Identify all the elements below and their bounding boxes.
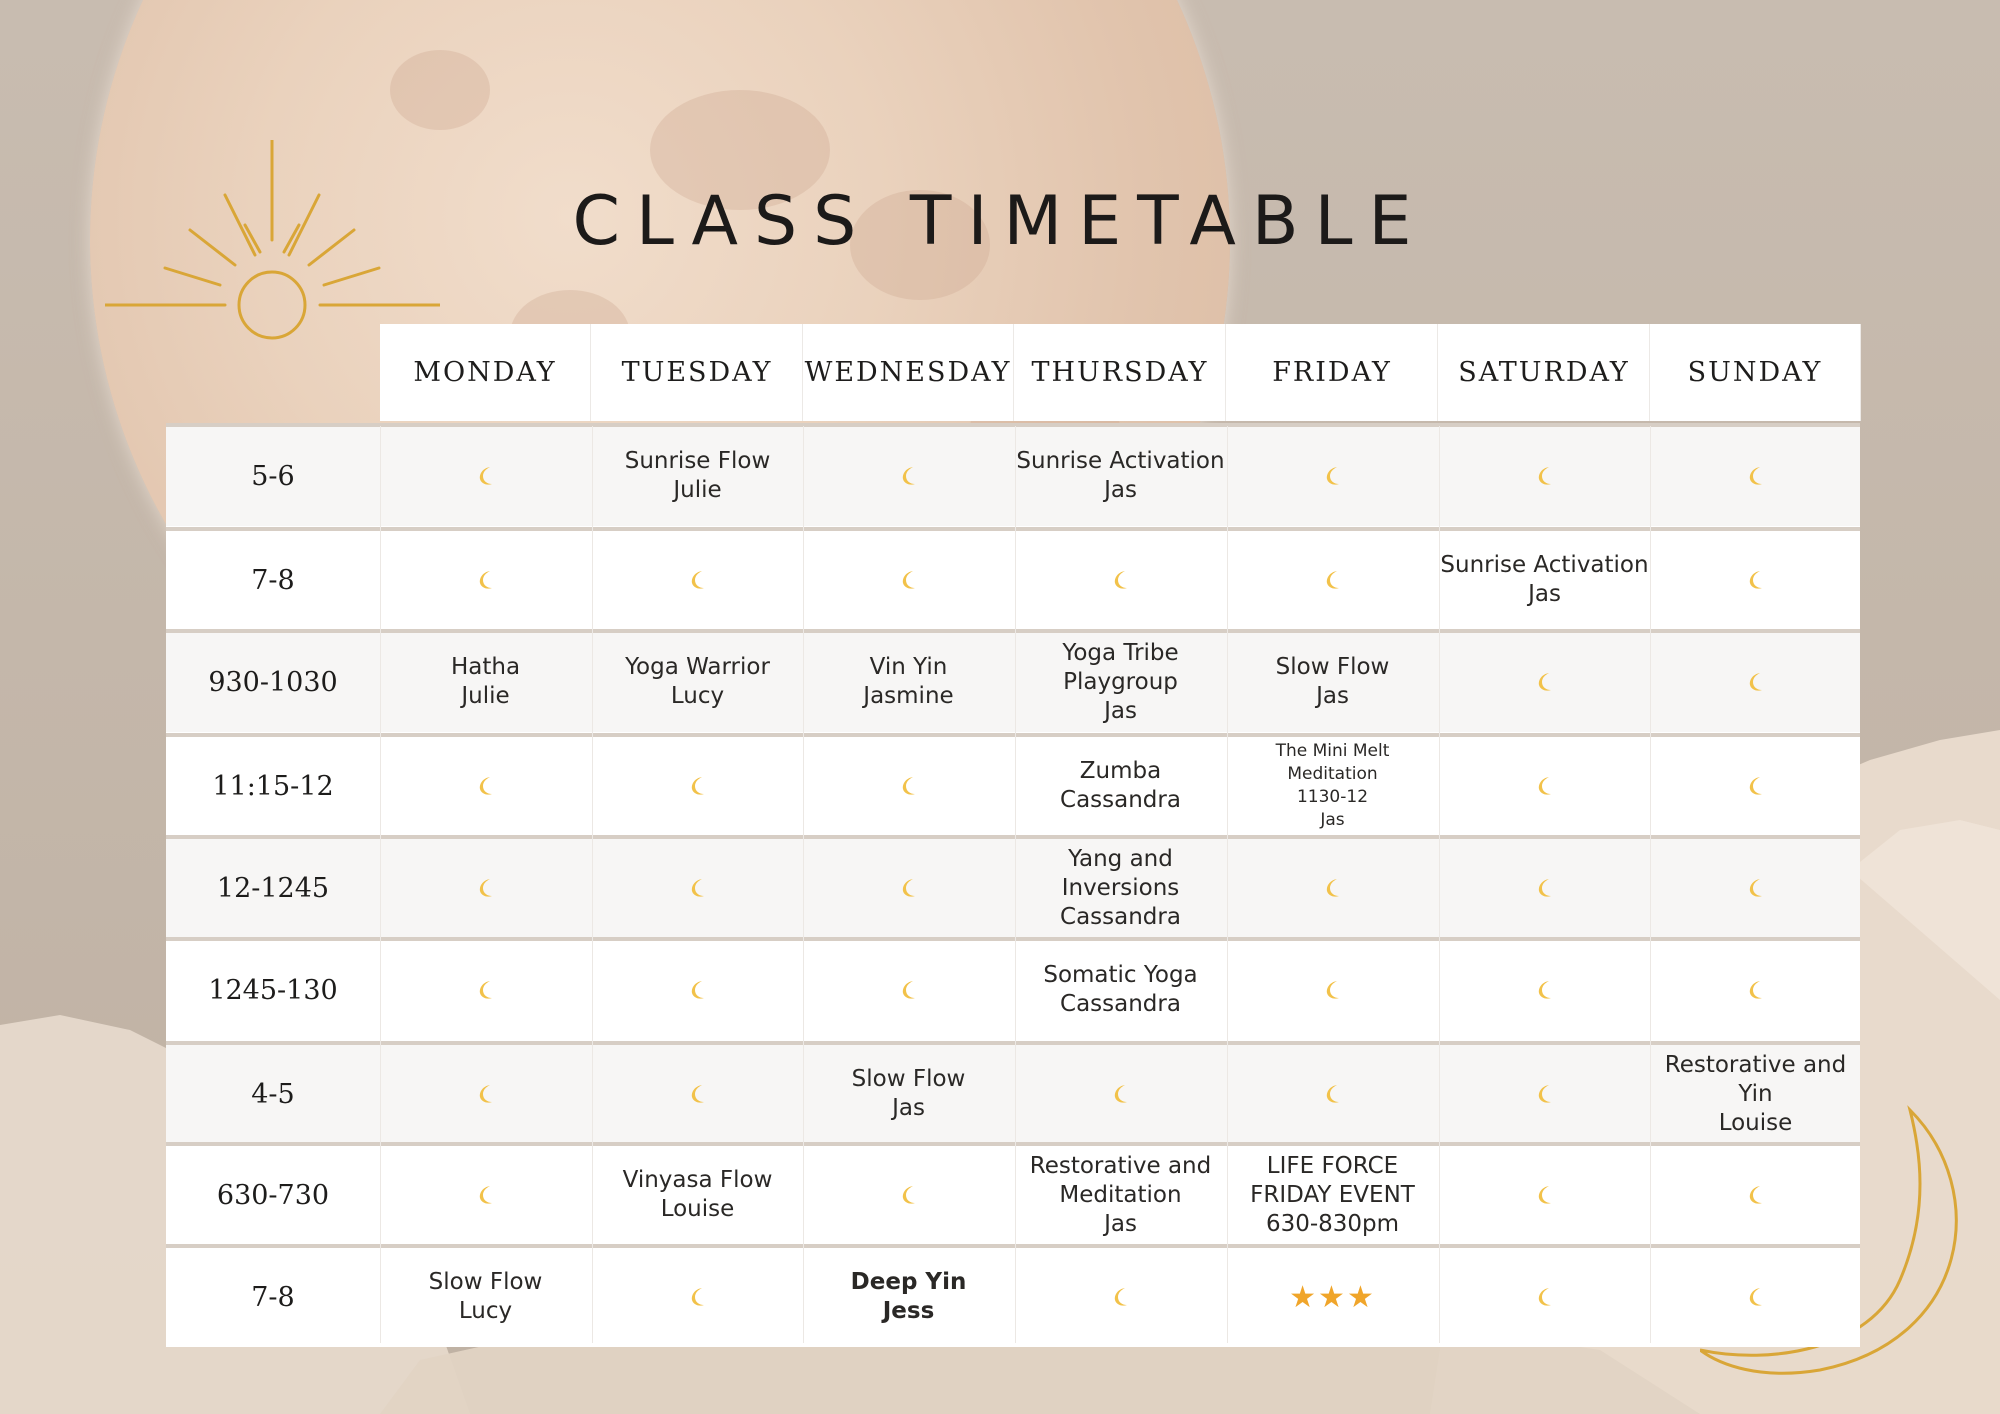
- crescent-moon-icon: [1533, 978, 1557, 1002]
- crescent-moon-icon: [474, 1183, 498, 1207]
- crescent-moon-icon: [1744, 978, 1768, 1002]
- crescent-moon-icon: [897, 464, 921, 488]
- crescent-moon-icon: [897, 774, 921, 798]
- empty-slot: [1650, 426, 1861, 526]
- empty-slot: [592, 736, 803, 836]
- crescent-moon-icon: [1533, 464, 1557, 488]
- instructor-name: Jas: [1316, 683, 1349, 709]
- empty-slot: [1439, 1247, 1650, 1347]
- empty-slot: [1227, 530, 1438, 630]
- day-header-monday: MONDAY: [380, 324, 591, 421]
- day-header-saturday: SATURDAY: [1439, 324, 1650, 421]
- day-header-tuesday: TUESDAY: [592, 324, 803, 421]
- class-entry: [592, 426, 803, 526]
- class-name: Zumba: [1079, 758, 1162, 784]
- class-name: Vin Yin: [869, 654, 948, 680]
- class-name: LIFE FORCE: [1266, 1152, 1399, 1179]
- crescent-moon-icon: [897, 876, 921, 900]
- class-name: Sunrise Flow: [624, 448, 771, 474]
- crescent-moon-icon: [1321, 568, 1345, 592]
- empty-slot: [380, 1044, 591, 1144]
- time-slot-label: 7-8: [251, 1281, 295, 1313]
- class-entry: [1227, 1145, 1438, 1245]
- instructor-name: Jas: [1104, 697, 1137, 724]
- class-entry: [1227, 736, 1438, 836]
- class-entry: [380, 632, 591, 732]
- empty-slot: [380, 838, 591, 938]
- class-name: Playgroup: [1063, 668, 1178, 695]
- class-entry: [592, 632, 803, 732]
- time-slot-label: 630-730: [216, 1179, 330, 1211]
- crescent-moon-icon: [686, 774, 710, 798]
- instructor-name: Jas: [892, 1095, 925, 1121]
- class-name: Yoga Warrior: [625, 654, 770, 680]
- empty-slot: [803, 736, 1014, 836]
- crescent-moon-icon: [686, 876, 710, 900]
- empty-slot: [1439, 1145, 1650, 1245]
- time-slot-label: 4-5: [251, 1078, 295, 1110]
- class-name: Hatha: [450, 654, 521, 680]
- crescent-moon-icon: [686, 978, 710, 1002]
- empty-slot: [380, 736, 591, 836]
- crescent-moon-icon: [1744, 1285, 1768, 1309]
- class-name: Slow Flow: [428, 1269, 543, 1295]
- crescent-moon-icon: [1533, 670, 1557, 694]
- crescent-moon-icon: [1744, 464, 1768, 488]
- empty-slot: [380, 1145, 591, 1245]
- empty-slot: [1227, 838, 1438, 938]
- class-name: Vinyasa Flow: [622, 1167, 773, 1193]
- instructor-name: Cassandra: [1060, 787, 1181, 813]
- crescent-moon-icon: [474, 876, 498, 900]
- class-entry: [1227, 632, 1438, 732]
- day-header-thursday: THURSDAY: [1015, 324, 1226, 421]
- class-name: Inversions: [1061, 874, 1180, 901]
- crescent-moon-icon: [474, 568, 498, 592]
- empty-slot: [1650, 736, 1861, 836]
- day-header-sunday: SUNDAY: [1650, 324, 1861, 421]
- class-name: Yang and: [1068, 845, 1173, 872]
- empty-slot: [1227, 426, 1438, 526]
- crescent-moon-icon: [1533, 1183, 1557, 1207]
- crescent-moon-icon: [1744, 876, 1768, 900]
- empty-slot: [592, 1044, 803, 1144]
- class-name: Yoga Tribe: [1062, 639, 1179, 666]
- empty-slot: [592, 838, 803, 938]
- empty-slot: [380, 530, 591, 630]
- empty-slot: [1227, 940, 1438, 1040]
- class-name: Somatic Yoga: [1043, 962, 1198, 988]
- instructor-name: Lucy: [670, 683, 725, 709]
- page-title: CLASS TIMETABLE: [572, 182, 1428, 261]
- crescent-moon-icon: [1109, 1082, 1133, 1106]
- crescent-moon-icon: [1744, 774, 1768, 798]
- star-rating: ★★★: [1289, 1279, 1376, 1315]
- crescent-moon-icon: [1744, 568, 1768, 592]
- time-slot-label: 1245-130: [208, 974, 338, 1006]
- crescent-moon-icon: [897, 978, 921, 1002]
- empty-slot: [1439, 632, 1650, 732]
- class-name: Yin: [1738, 1080, 1773, 1107]
- crescent-moon-icon: [1744, 1183, 1768, 1207]
- instructor-name: Louise: [1718, 1109, 1793, 1136]
- time-slot-label: 11:15-12: [212, 770, 334, 802]
- day-header-friday: FRIDAY: [1227, 324, 1438, 421]
- crescent-moon-icon: [1321, 978, 1345, 1002]
- crescent-moon-icon: [474, 1082, 498, 1106]
- day-header-wednesday: WEDNESDAY: [803, 324, 1014, 421]
- class-name: Slow Flow: [1275, 654, 1390, 680]
- class-entry: [1015, 940, 1226, 1040]
- instructor-name: Jess: [882, 1298, 935, 1324]
- time-slot-label: 5-6: [251, 460, 295, 492]
- empty-slot: [803, 940, 1014, 1040]
- event-stars: [1227, 1247, 1438, 1347]
- instructor-name: Jas: [1320, 810, 1345, 830]
- instructor-name: Cassandra: [1060, 991, 1181, 1017]
- instructor-name: Jas: [1104, 1210, 1137, 1237]
- time-slot-label: 930-1030: [208, 666, 338, 698]
- empty-slot: [380, 426, 591, 526]
- empty-slot: [1439, 838, 1650, 938]
- crescent-moon-icon: [1321, 876, 1345, 900]
- instructor-name: Cassandra: [1060, 903, 1181, 930]
- crescent-moon-icon: [686, 1285, 710, 1309]
- instructor-name: Jasmine: [863, 683, 954, 709]
- instructor-name: 630-830pm: [1265, 1210, 1400, 1237]
- empty-slot: [1439, 426, 1650, 526]
- empty-slot: [592, 940, 803, 1040]
- crescent-moon-icon: [1533, 1082, 1557, 1106]
- class-entry: [803, 632, 1014, 732]
- instructor-name: Julie: [461, 683, 510, 709]
- empty-slot: [1015, 1247, 1226, 1347]
- crescent-moon-icon: [1321, 1082, 1345, 1106]
- class-name: Slow Flow: [851, 1066, 966, 1092]
- empty-slot: [592, 530, 803, 630]
- time-slot-label: 7-8: [251, 564, 295, 596]
- class-entry: [1439, 530, 1650, 630]
- class-name: Deep Yin: [850, 1269, 967, 1295]
- empty-slot: [380, 940, 591, 1040]
- crescent-moon-icon: [897, 1183, 921, 1207]
- empty-slot: [1439, 1044, 1650, 1144]
- empty-slot: [1650, 1145, 1861, 1245]
- crescent-moon-icon: [1533, 774, 1557, 798]
- crescent-moon-icon: [474, 464, 498, 488]
- class-name: Meditation: [1059, 1181, 1182, 1208]
- empty-slot: [803, 838, 1014, 938]
- class-name: Restorative and: [1664, 1051, 1847, 1078]
- time-slot-label: 12-1245: [216, 872, 330, 904]
- empty-slot: [592, 1247, 803, 1347]
- instructor-name: Jas: [1104, 477, 1137, 503]
- crescent-moon-icon: [474, 978, 498, 1002]
- instructor-name: Jas: [1528, 581, 1561, 607]
- class-name: Sunrise Activation: [1016, 448, 1225, 474]
- class-entry: [380, 1247, 591, 1347]
- empty-slot: [1650, 632, 1861, 732]
- crescent-moon-icon: [1109, 1285, 1133, 1309]
- empty-slot: [1650, 530, 1861, 630]
- empty-slot: [1439, 736, 1650, 836]
- instructor-name: Julie: [673, 477, 722, 503]
- instructor-name: Lucy: [458, 1298, 513, 1324]
- class-entry: [1015, 1145, 1226, 1245]
- crescent-moon-icon: [474, 774, 498, 798]
- empty-slot: [1650, 940, 1861, 1040]
- empty-slot: [803, 426, 1014, 526]
- crescent-moon-icon: [1744, 670, 1768, 694]
- class-entry: [1015, 632, 1226, 732]
- class-entry: [1015, 736, 1226, 836]
- class-entry: [1650, 1044, 1861, 1144]
- class-name: The Mini Melt: [1275, 741, 1390, 761]
- crescent-moon-icon: [686, 1082, 710, 1106]
- empty-slot: [1227, 1044, 1438, 1144]
- crescent-moon-icon: [1533, 1285, 1557, 1309]
- empty-slot: [1650, 1247, 1861, 1347]
- instructor-name: Louise: [660, 1196, 735, 1222]
- empty-slot: [1650, 838, 1861, 938]
- class-entry: [803, 1247, 1014, 1347]
- empty-slot: [1439, 940, 1650, 1040]
- class-name: Restorative and: [1029, 1152, 1212, 1179]
- class-entry: [803, 1044, 1014, 1144]
- empty-slot: [1015, 1044, 1226, 1144]
- crescent-moon-icon: [897, 568, 921, 592]
- empty-slot: [803, 1145, 1014, 1245]
- class-entry: [1015, 426, 1226, 526]
- class-entry: [1015, 838, 1226, 938]
- class-name: Sunrise Activation: [1440, 552, 1649, 578]
- crescent-moon-icon: [686, 568, 710, 592]
- class-name: 1130-12: [1296, 787, 1369, 807]
- class-entry: [592, 1145, 803, 1245]
- class-name: FRIDAY EVENT: [1250, 1181, 1415, 1208]
- crescent-moon-icon: [1321, 464, 1345, 488]
- class-name: Meditation: [1287, 764, 1378, 784]
- crescent-moon-icon: [1109, 568, 1133, 592]
- crescent-moon-icon: [1533, 876, 1557, 900]
- empty-slot: [803, 530, 1014, 630]
- empty-slot: [1015, 530, 1226, 630]
